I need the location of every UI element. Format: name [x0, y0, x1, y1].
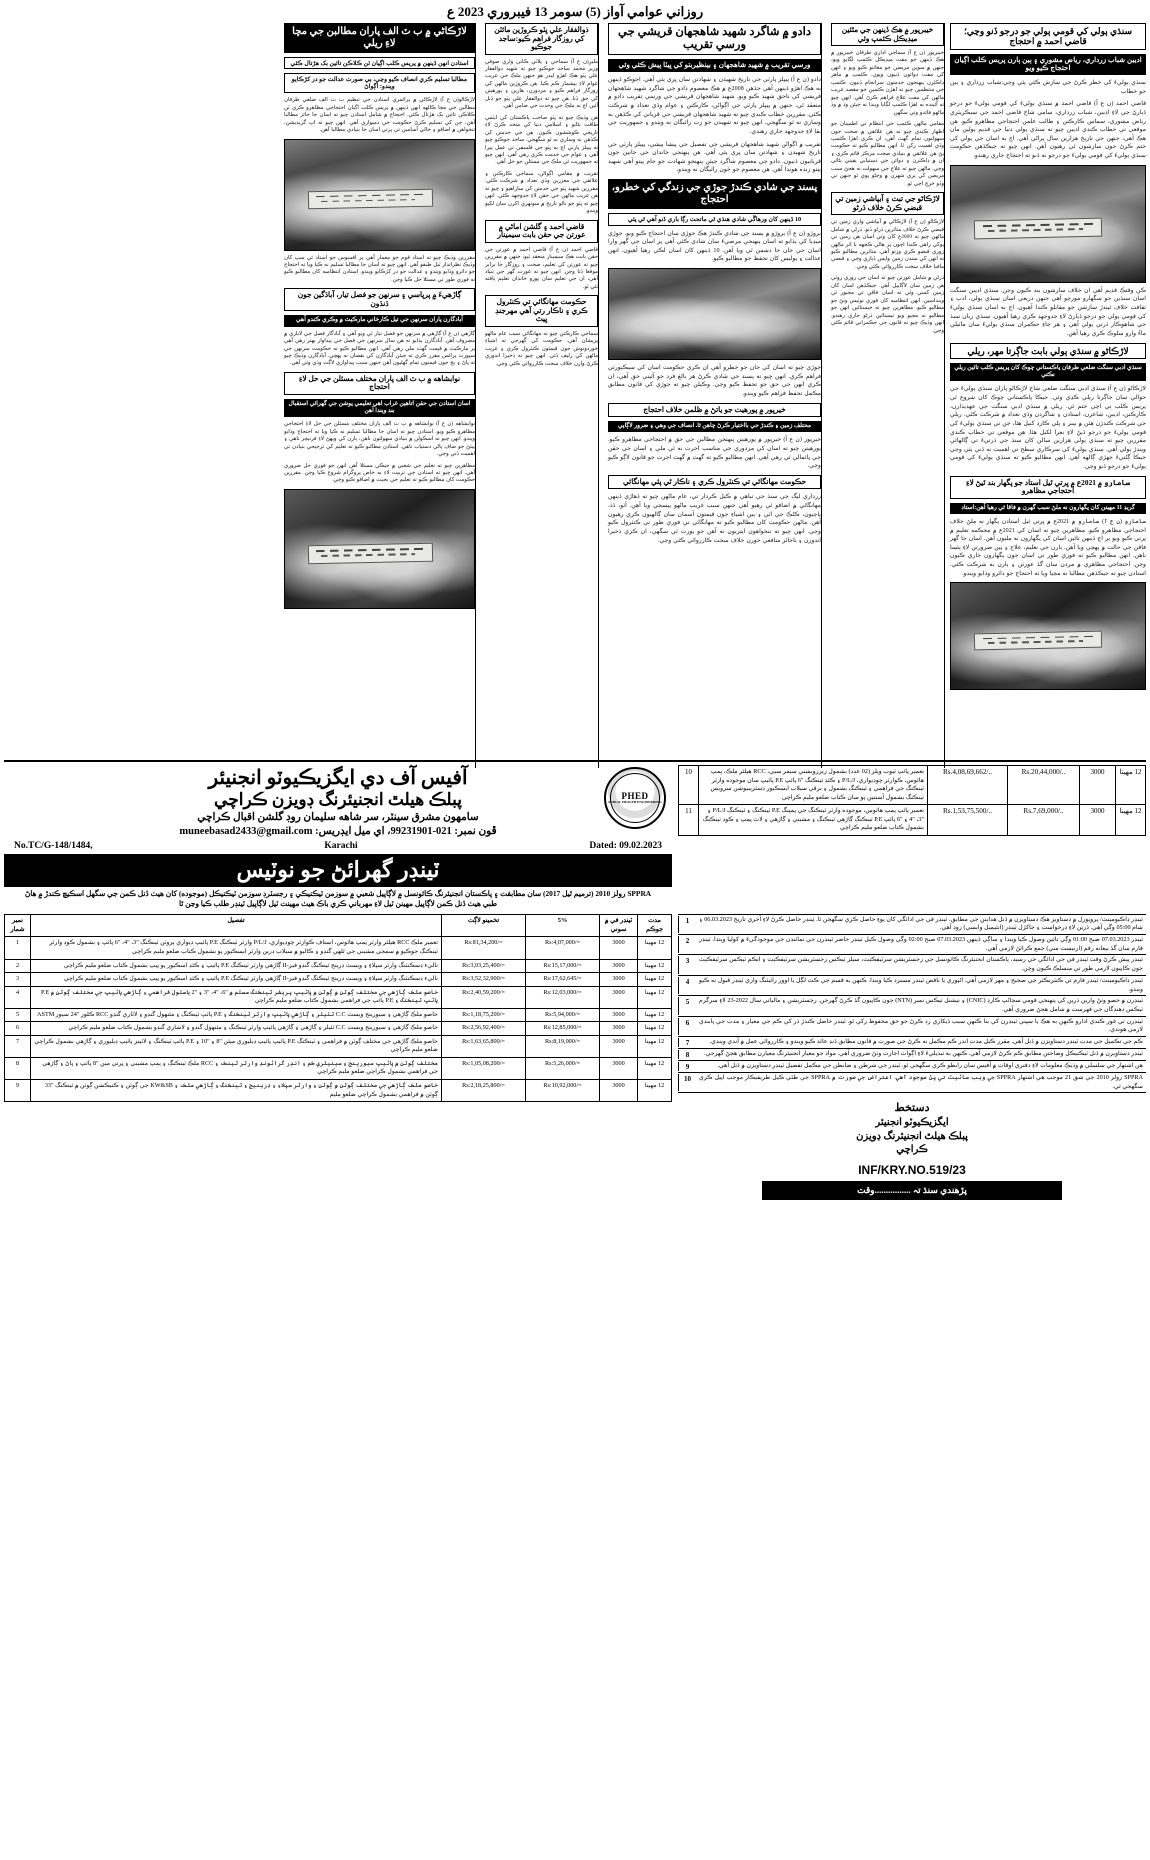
- tender-left-tbody: [679, 766, 1146, 836]
- body3-c5: ڳاڙهي (ن ع آ) ڳاڙهي ۾ سرنهن جو فصل تيار ٿي ويو آهي ۽ آبادگار فصل جي لاباري ۾ مصروف آهن. آبادگارن ٻڌايو ته هن سال سرنهن جي فصل جي پيداوار بهتر رهي آهي پر مارڪيٽ ۾ قيمت گهٽ ملي رهي آهي. انهن مطالبو ڪيو ته حڪومت سرنهن جي سپورٽ پرائس مقرر ڪري ته جيئن آبادگارن کي نقصان نه پهچي. آبادگارن وڌيڪ چيو ته ڀاڻ ۽ ٻج جون قيمتون تمام گهڻيون آهن جنهن سبب پيداواري لاڳت وڌي وئي آهي.: [284, 330, 475, 367]
- left-row-1-desc: تعمير پائپ پمپ هائوس، موجوده وارٽر ٽينڪنگ جي پمپنگ P.E ٽينڪنگ ۽ ٽينڪنگ P/L/J ۽ "3، "4 ۽ "6 پائپ P.E ٽينڪنگ ڳاڙهي ٽينڪنگ ۽ مشيني ۽ ڳاڙهي ۽ لاٽ پمپ ۽ ڪوڊ ٽينڪنگ بشمول ڪتاب ضلعو مليم ڪراچي: [699, 805, 928, 836]
- term-3-text: ٽينڊر ڊاڪيومينٽ/ ٽينڊر فارم تي ڪنٽريڪٽر جي صحيح ۽ مهر لازمي آهي. اڻپوري يا ناقص ٽينڊر مسترد ڪيا ويندا. ڪنهن به قسم جي ڪٽ لڳل يا اوور رائيٽنگ واري ٽينڊر قبول نه ڪيو ويندو.: [699, 976, 1143, 993]
- headline-c2: خيبرپور ۾ هڪ ڏينهن جي مٿئين ميڊيڪل ڪئمپ وئي: [831, 23, 944, 46]
- tender-address: سامهون مشرق سينٽر، سر شاهه سليمان روڊ گلشن اقبال ڪراچي: [197, 811, 479, 823]
- row-5-feeamt: 3000: [600, 1022, 638, 1036]
- row-7-cost: Rs:1,05,08,200/=: [442, 1057, 526, 1079]
- body1-c4: مليرِ(ن ع آ) سماجي ۽ پلاٽي ڪاني واري صوفي وزير محمد ساجد جوڪيو چيو ته شهيد ذوالفقار علي ڀٽو هڪ اهڙو ليڊر هو جنهن ملڪ جي غريب عوام لاءِ بيشمار ڪم ڪيا. هن ڪروڙين ماڻهن کي روزگار فراهم ڪيو ۽ مزدورن، هارين ۽ پورهيتن کي حق ڏنا. هن چيو ته ذوالفقار علي ڀٽو جو ڏنل آئين اڄ به ملڪ جي وحدت جي ضامن آهي.: [485, 58, 598, 110]
- tender-terms: [678, 914, 1146, 1200]
- headline3-c4: حڪومت مهانگائي تي ڪنٽرول ڪري ۽ ناڪار رتي آهي مهرجنڊ ڀيٽ: [485, 295, 598, 327]
- tender-head: [4, 765, 672, 839]
- logo-subtext: PUBLIC HEALTH ENGINEERING: [608, 800, 662, 805]
- term-2-no: 3: [678, 956, 696, 973]
- tender-table: [4, 914, 672, 1102]
- th-desc: تفصيل: [31, 914, 442, 937]
- body5-c4: سماجي ڪارڪنن چيو ته مهانگائي سبب عام ماڻهو پريشان آهي. حڪومت کي گهرجي ته اشياءِ خوردونوش جون قيمتون ڪنٽرول ڪري ۽ غريب ماڻهن کي رليف ڏئي. انهن چيو ته ذخيرا اندوزي ڪرڻ وارن خلاف سخت ڪارروائي ڪئي وڃي.: [485, 330, 598, 367]
- term-9-no: 10: [678, 1074, 696, 1091]
- signature-line-1: دستخط: [894, 1102, 930, 1115]
- news-column-2: [827, 23, 945, 768]
- table-row: [5, 1022, 672, 1036]
- body4-c1: سامارو (ن ع آ) سامارو ۾ 2021ع ۾ ڀرتي ٿيل استادن پگهار نه ملڻ خلاف احتجاجي مظاهرو ڪيو. مظاهرين چيو ته اسان کي 2021ع ۾ محڪمه تعليم ۾ ڀرتي ڪيو ويو پر اڄ ڏينهن تائين اسان کي پگهارون نه مليون آهن. اسان جا گهر فاقن جي حالت ۾ پهچي ويا آهن. ٻارن جي تعليم، علاج ۽ ٻين ضرورتن لاءِ پئسا ناهن. انهن مطالبو ڪيو ته فوري طور تي اسان جون پگهارون جاري ڪيون وڃن. احتجاجي مظاهري ۾ مردن سان گڏ عورتن ۽ ٻارن به شرڪت ڪئي. استادن چيو ته جيڪڏهن مطالبا نه مڃيا ويا ته احتجاج جو دائرو وڌايو ويندو.: [950, 518, 1146, 577]
- tender-notice: [4, 760, 1146, 1856]
- body3-c1: لاڙڪاڻو (ن ع آ) سنڌي ادبي سنگت ضلعي شاخ لاڙڪاڻو پاران سنڌي ٻوليءَ جي حوالي سان جاڳرتا ريلي ڪڍي وئي. جيڪا پاڪستاني چوڪ کان شروع ٿي پريس ڪلب تي اچي ختم ٿي. ريلي ۾ سنڌي ادبي سنگت جي عهديدارن، ڪارڪنن، اديبن، شاعرن، استادن ۽ شاگردن وڏي تعداد ۾ شرڪت ڪئي. ريلي جي شرڪت ڪندڙن هٿن ۾ بينر ۽ پلي ڪارڊ کنيل هئا، جن تي سنڌي ٻوليءَ کي قومي ٻوليءَ جو درجو ڏيڻ لاءِ نعرا لکيل هئا. هن موقعي تي خطاب ڪندي مقررين چيو ته سنڌي ٻولي هزارين سالن کان سنڌ جي ڌرتيءَ تي ڳالهائي ويندڙ ٻولي آهي. سنڌي ٻوليءَ کي سرڪاري سطح تي اهميت نه ڏني پئي وڃي جيڪا ڳڻتيءَ جهڙي ڳالهه آهي. انهن مطالبو ڪيو ته سنڌي ٻوليءَ کي قومي ٻوليءَ جو درجو ڏنو وڃي.: [950, 386, 1146, 471]
- row-3-fee: Rs:12,03,000/=: [526, 986, 600, 1008]
- list-item: [678, 955, 1146, 975]
- tender-subtext: SPPRA رولز 2010 (ترميم ٿيل 2017) سان مطابقت ۽ پاڪستان انجنيئرنگ ڪائونسل ۾ لاڳاپيل شعبي ۾ سوزمن ٽيڪنيڪي ۽ رجسٽرڊ سوزمن ٽيڪنيڪل (موجوده) کان هيٺ ڏنل ڪمن جي سگهل اسڪيچ ڪندڙ ۾ هاڻ طبي هيٺ ڏنل ڪمن لاڳاپيل مهينن ٽيل لاءِ مهرباني ڪري باڪ هيٺ مهينت ٽيل لاڳاپيل ٽينڊر طلب ڪيا وڃن ٿا: [24, 888, 652, 908]
- list-item: [678, 1061, 1146, 1073]
- th-no: نمبر شمار: [5, 914, 31, 937]
- table-row: [5, 1008, 672, 1022]
- kicker-c5: مطالبا تسليم ڪري انصاف ڪيو وڃي، ٻي صورت عدالت جو در کڙڪايو ويندو: اڳواڻ: [284, 73, 475, 93]
- news-column-3: [604, 23, 822, 768]
- tender-city: Karachi: [324, 840, 358, 851]
- photo-rally-1: [284, 139, 475, 251]
- body2-c2: مقامي ماڻهن ڪئمپ جي انتظام تي اطمينان جو اظهار ڪندي چيو ته هن علائقي ۾ صحت جون سهولتون تمام گهٽ آهن، ان ڪري اهڙا ڪئمپ وڏي اهميت رکن ٿا. انهن مطالبو ڪيو ته حڪومت پڻ هن علائقي ۾ بنيادي صحت مرڪز قائم ڪري ۽ ان ۾ ڊاڪٽرن ۽ دوائن جي دستيابي يقيني بڻائي وڃي. ماڻهن چيو ته علاج جي سهولت نه هجڻ سبب مريضن کي پري شهرن ۾ وڃڻو پوي ٿو جنهن تي وڏو خرچ اچي ٿو.: [831, 121, 944, 187]
- body1-c3: دادو (ن ع آ) پيپلز پارٽي جي تاريخ شهيدن ۽ شهادتن سان ڀري پئي آهي. اڄوڪو ڏينهن به هڪ اهڙو ڏينهن آهي جڏهن 2008ع ۾ هڪ معصوم دادو جي شاگرد شهيد شاهجهان قريشي کي ناحق شهيد ڪيو ويو. شهيد شاهجهان قريشي جي ورسي تقريب دادو ۾ منعقد ٿي، جنهن ۾ پيپلز پارٽي جي اڳواڻن، ڪارڪنن ۽ عوام وڏي تعداد ۾ شرڪت ڪئي. مقررين خطاب ڪندي چيو ته شهيد شاهجهان قريشي جي قرباني کي ڪڏهن به وساري نه ٿو سگهجي. انهن چيو ته شهيدن جو رت رائيگان نه ويندو ۽ جمهوريت جي بقا لاءِ جدوجهد جاري رهندي.: [608, 77, 821, 135]
- body5-c3: خيرپور (ن ع آ) خيرپور ۾ پورهيتن پنهنجن مطالبن جي حق ۾ احتجاجي مظاهرو ڪيو. پورهيتن چيو ته اسان کي مزدوري جي مناسب اجرت نه ٿي ملي ۽ اسان جي حقن جي پائمالي ٿي رهي آهي. انهن مطالبو ڪيو ته گهٽ ۾ گهٽ اجرت جو قانون لاڳو ڪيو وڃي.: [608, 437, 821, 470]
- news-column-5: [280, 23, 476, 768]
- row-7-fee: Rs:5,26,000/=: [526, 1057, 600, 1079]
- term-7-text: ٽينڊر دستاويزن ۾ ڏنل ٽيڪنيڪل وضاحتن مطابق ڪم ڪرڻ لازمي آهي. ڪنهن به تبديليءَ لاءِ اڳواٽ اجازت وٺڻ ضروري آهي. مواد جو معيار انجنيئرنگ معيارن مطابق هجڻ گهرجي.: [704, 1049, 1143, 1057]
- row-8-feeamt: 3000: [600, 1080, 638, 1102]
- table-row: [5, 937, 672, 959]
- logo-text: PHED: [621, 791, 649, 802]
- headline3-c5: نوابشاهه ۾ ب ٽ الف پاران مختلف مسئلن جي حل لاءِ احتجاج: [284, 372, 475, 395]
- tender-title-1: آفيس آف دي ايگزيڪيوٽو انجنيئر: [208, 767, 468, 789]
- tender-header-block: [4, 765, 672, 912]
- term-8-no: 9: [678, 1062, 696, 1071]
- term-5-no: 6: [678, 1018, 696, 1035]
- body2-c1: ڪن وقتڪ قديم آهي ان خلاف سازشون بند ڪيون وڃن. سنڌي اديبن سنگت اسان سنڌين جو سگهارو مورچو آهي جنهن ذريعي اسان سنڌي ٻولي، ادب ۽ ثقافت خلاف ٿيندڙ سازشن جو مقابلو ڪندا آهيون. اڄ به اسان سنڌي ٻوليءَ کي قومي ٻولي جو درجو ڏيارڻ لاءِ جدوجهد ڪري رهيا آهيون. سنڌي زبان سنڌ جي شاهوڪار ڌرتي ٻولي آهي ۽ هر جاءِ حڪمران سنڌي ٻوليءَ سان ماٽيلي ماءُ وارو سلوڪ ڪري رهيا آهن.: [950, 287, 1146, 337]
- table-row: [5, 1057, 672, 1079]
- th-fee: ٽينڊر في ۾ سوني: [600, 914, 638, 937]
- tender-left-rows: [678, 765, 1146, 912]
- headline2-c5: ڳاڙهيءَ ۾ پرپاسي ۽ سرنهن جو فصل تيار، آباڌگين جون ڌنڌون: [284, 288, 475, 311]
- photo-protest-2: [950, 582, 1146, 690]
- row-3-no: 4: [5, 986, 31, 1008]
- phed-logo-icon: [604, 767, 666, 829]
- list-item: [678, 914, 1146, 935]
- term-0-text: ٽينڊر ڊاڪيومينٽ/ پروپوزل ۾ دستاويز هڪ دستاويزن ۾ ڏنل هدايتن جي مطابق، ٽينڊر في جي ادائگي کان پوءِ حاصل ڪري سگهجن ٿا. ٽينڊر حاصل ڪرڻ لاءِ آخري تاريخ 06.03.2023 ۽ شام 05:00 وڳي آهي. ڌرين لاءِ درخواست ۽ جاکڙل ٽينڊر (انٽيميل وابسي) روڊ آهي.: [699, 915, 1143, 932]
- headline-c5: لاڙڪاڻي ۾ ب ٽ الف پاران مطالبن جي مچا لاءِ ريلي: [284, 23, 475, 53]
- headline-c3: دادو ۾ شاگرد شهيد شاهجهان قريشي جي ورسي تقريب: [608, 23, 821, 55]
- row-7-duration: 12 مهينا: [638, 1057, 672, 1079]
- row-6-feeamt: 3000: [600, 1035, 638, 1057]
- body4-c5: نوابشاهه (ن ع آ) نوابشاهه ۾ ب ٽ الف پاران مختلف مسئلن جي حل لاءِ احتجاجي مظاهرو ڪيو ويو. استادن چيو ته اسان جا مطالبا تسليم نه ڪيا ويا ته احتجاج وڌايو ويندو. انهن چيو ته اسڪولن ۾ بنيادي سهولتون ناهن، ٻارن کي ويهڻ لاءِ فرنيچر ناهي ۽ پيئڻ جو صاف پاڻي دستياب ناهي. استادن مطالبو ڪيو ته تعليم کي ترجيحي بنيادن تي اهميت ڏني وڃي.: [284, 421, 475, 458]
- news-grid: [4, 23, 1146, 768]
- signature-line-4: ڪراچي: [896, 1144, 928, 1156]
- row-1-duration: 12 مهينا: [638, 959, 672, 973]
- headline3-c1: سامارو ۾ 2021ع ۾ ڀرتي ٿيل استاد جو پگهار بند ٿيڻ لاءِ احتجاجي مظاهرو: [950, 476, 1146, 499]
- tender-meta: [4, 839, 672, 851]
- row-8-desc: خاصو ملڪ ڳاڙهي جي مختلف ڳوٽن ۾ ڳوٽن ۽ وارٽر سپلاءِ ۽ ڊرينيج ۽ ٽينڪنگ ۽ ڳاڙهي ملڪ ۽ KW&SB جي ڳوٽن ۽ ڪنيڪشن ڳوٽن ۾ ٽينڪنگ "33 ڳوٽن ۾ فراهمي بشمول ڪراچي ضلعو مليم: [31, 1080, 442, 1102]
- table-row: [5, 986, 672, 1008]
- left-row-1-duration: 12 مهينا: [1116, 805, 1146, 836]
- row-6-desc: خاصو ملڪ ڳاڙهي جي مختلف ڳوٽن ۾ فراهمي ۽ ٽينڪنگ P.E پائيپ پائيپ ڊيليوري ميئن "8 ۽ "10 ۽ P.E پائپ ٽينڪنگ ۽ لاٽينز پائيپ ڊيليوري ۽ ڳاڙهي بشمول ڪراچي ضلعو مليم ڪراچي: [31, 1035, 442, 1057]
- row-8-fee: Rs:10,92,000/=: [526, 1080, 600, 1102]
- subhead2-c3: 10 ڏينهن کان ورهاڱي شادي هنڌي ٿي ماتحت رڳا باري ڏنو آهي ٿي پئي: [608, 213, 821, 225]
- row-2-desc: ناليء ڊسڪنٽنگ وارٽر سپلاءِ ۽ ويسٽ ڊرينج ٽينڪنگ گنڊو فيز-II ڳاڙهي وارٽر ٽينڪنگ P.E پائيپ ۽ ڪئڊ اسڪيور پو ڀيپ بشمول ڪتاب ضلعو مليم ڪراچي: [31, 973, 442, 987]
- tender-title-block: [72, 767, 604, 839]
- left-row-0-feeamt: 3000: [1080, 766, 1116, 805]
- subhead-c1: اديبن شباب زرداري، رياض مشوري ۽ ٻين ٻارن پريس ڪلب اڳيان احتجاج ڪيو ويو: [950, 54, 1146, 75]
- table-row: [679, 805, 1146, 836]
- body2-c5: مقررين وڌيڪ چيو ته استاد قوم جو معمار آهي پر افسوس جو استاد ئي سڀ کان وڌيڪ نظرانداز ٿيل طبقو آهي. انهن چيو ته اسان جا مطالبا تسليم نه ڪيا ويا ته احتجاج جو دائرو وڌايو ويندو ۽ عدالت جو در کڙڪايو ويندو. استادن انتظاميه کان مطالبو ڪيو ته فوري طور تي مسئلا حل ڪيا وڃن.: [284, 254, 475, 283]
- left-row-1-no: 11: [679, 805, 699, 836]
- row-0-feeamt: 3000: [600, 937, 638, 959]
- photo-couple: [608, 268, 821, 360]
- row-5-cost: Rs:2,56,92,400/=: [442, 1022, 526, 1036]
- row-7-no: 8: [5, 1057, 31, 1079]
- headline-c1: سنڌي ٻولي کي قومي ٻولي جو درجو ڏنو وڃي؛قاضي احمد ۾ احتجاج: [950, 23, 1146, 50]
- row-6-no: 7: [5, 1035, 31, 1057]
- tender-title-2: پبلڪ هيلٿ انجنيئرنگ ڊويزن ڪراچي: [214, 790, 462, 809]
- row-5-no: 6: [5, 1022, 31, 1036]
- headline2-c4: قاضي احمد ۽ گلشن اماڻي ۾ عورتن جي حقن بابت سيمينار: [485, 220, 598, 243]
- th-duration: مدت جوڪم: [638, 914, 672, 937]
- news-column-1: [950, 23, 1146, 768]
- tender-no: No.TC/G-148/1484,: [14, 840, 93, 851]
- table-row: [5, 973, 672, 987]
- tender-table-wrap: [4, 914, 672, 1200]
- tender-lower-split: [4, 914, 1146, 1200]
- row-8-duration: 12 مهينا: [638, 1080, 672, 1102]
- body1-c2: خيبرپور (ن ع آ) سماجي اداري طرفان خيبرپور ۾ هڪ ڏينهن جو مفت ميڊيڪل ڪئمپ لڳايو ويو، جنهن ۾ سوين مريضن جو معائنو ڪيو ويو ۽ انهن کي مفت دوائون ڏنيون ويون. ڪئمپ ۾ ماهر ڊاڪٽرن پنهنجون خدمتون سرانجام ڏنيون. ڪئمپ جي منتظمين چيو ته اهڙن ڪئمپن جو مقصد غريب ماڻهن کي مفت علاج فراهم ڪرڻ آهي. انهن چيو ته آئينده به اهڙا ڪئمپ لڳايا ويندا ته جيئن وڌ ۾ وڌ ماڻهو فائدو وٺي سگهن.: [831, 50, 944, 116]
- term-4-text: ٽينڊرن ۾ حصو وٺڻ وارين ڌرين کي پنهنجي قومي سڃاڻپ ڪارڊ (CNIC) ۽ نيشنل ٽيڪس نمبر (NTN) جون ڪاپيون گڏ ڪرڻ گهرجن. رجسٽريشن ۽ مالياتي سال 2022-23 لاءِ سرگرم ٽيڪس دهندگان جي فهرست ۾ شامل هجڻ ضروري آهي.: [699, 997, 1143, 1013]
- row-7-desc: مختلف ڳوٽن ۾ پائيپ سيورينج ۽ سينيٽري ڪم ۽ انڊر گرائونڊ وارٽر ٽينڪ ۽ RCC ملڪ ٽينڪنگ ۽ پمپ مشيني ۽ ڀرتي مين "8 پائپ ۽ ڀاڻ ۽ ڳاڙهي جي فراهمي بشمول ڪراچي ضلعو مليم ڪراچي: [31, 1057, 442, 1079]
- row-0-fee: Rs:4,07,000/=: [526, 937, 600, 959]
- row-1-feeamt: 3000: [600, 959, 638, 973]
- th-fee-amount: 5%: [526, 914, 600, 937]
- headline4-c3: حڪومت مهانگائي تي ڪنٽرول ڪري ۽ ناڪار ٿي پئي مهانگائي: [608, 475, 821, 490]
- list-item: [678, 1017, 1146, 1037]
- headline2-c3: پسند جي شادي ڪندڙ جوڙي جي زندگي کي خطرو، احتجاج: [608, 179, 821, 209]
- subhead3-c1: گريڊ 11 مهينن کان پگهارون نه ملڻ سبب گهرن ۾ فاقا ٿي رهيا آهن:استاد: [950, 503, 1146, 514]
- row-5-fee: Rs:12,85,000/=: [526, 1022, 600, 1036]
- kicker-c1: سنڌي ٻوليءَ کي خطر ڪرڻ جي سازش ڪئي پئي وڃي:شباب زرداري ۽ ٻين جو خطاب: [950, 79, 1146, 95]
- masthead: روزاني عوامي آواز (5) سومر 13 فيبروري 2023 ع: [446, 4, 704, 19]
- table-row: [679, 766, 1146, 805]
- row-4-cost: Rs:1,18,75,200/=: [442, 1008, 526, 1022]
- left-row-1-feeamt: 3000: [1080, 805, 1116, 836]
- row-2-cost: Rs:3,52,32,900/=: [442, 973, 526, 987]
- term-3-no: 4: [678, 977, 696, 994]
- list-item: [678, 935, 1146, 955]
- row-8-cost: Rs:2,18,25,800/=: [442, 1080, 526, 1102]
- headline2-c1: لاڙڪاڻو ۾ سنڌي ٻولي بابت جاڳرتا مهر، ريلي: [950, 343, 1146, 359]
- term-8-text: هن اشتهار جي سلسلي ۾ وڌيڪ معلومات لاءِ دفتري اوقات ۾ آفيس سان رابطو ڪري سگهجي ٿو. ٽينڊر جي شرطن ۽ ضابطن جي مڪمل تفصيل ٽينڊر دستاويزن ۾ ڏنل آهي.: [717, 1061, 1143, 1069]
- signature-line-3: پبلڪ هيلٿ انجنيئرنگ ڊويزن: [856, 1130, 968, 1142]
- table-row: [5, 959, 672, 973]
- row-4-desc: خاصو ملڪ ڳاڙهي ۽ سيورينج ويسٽ C.C ٽئيلر ۽ ڳاڙهي پائيپ وارٽر ٽينڪنگ ۽ P.E پائپ ٽينڪنگ ۽ مئنهول گنڊو ۽ لاٽاري گنڊو RCC ڪلور "24 سيور ASTM: [31, 1008, 442, 1022]
- row-6-fee: Rs:8,19,000/=: [526, 1035, 600, 1057]
- left-row-1-cost: Rs.1,53,75,500/..: [928, 805, 1008, 836]
- subhead-c5: استادن انهن ڏينهن ۾ پريس ڪلب اڳيان ٽن ڪلاڪن تائين بک هڙتال ڪئي: [284, 57, 475, 69]
- tender-contact: [72, 825, 604, 839]
- headline-c4: ذوالفقار علي ڀٽو ڪروڙين مائٽن کي روزگار فراهم ڪيو:ساجد جوڪيو: [485, 23, 598, 55]
- subhead2-c5: آبادگارن پاران سرنهن جي تيل ڪارخاني مارڪيٽ ۾ وڪري ڪندو آهي: [284, 315, 475, 326]
- left-row-0-no: 10: [679, 766, 699, 805]
- list-item: [678, 1049, 1146, 1061]
- row-6-duration: 12 مهينا: [638, 1035, 672, 1057]
- left-row-0-desc: تعمير پائپ ٽيوب ويلز (02 عدد) بشمول ريزرويشني سبمر سبي، RCC هيلٿر ملڪ، پمپ هائوس، ڪوارٽر چوڊيواري، P/L/J ۽ ڪئڊ ٽينڪنگ "6 پائپ P.E پائيپ سان موجوده وارٽر ٽينڪنگ جي فراهمي ۽ ٽينڪنگ بشمول ۽ برقي سيلاب ايسڪيور ڊسٽريبيوشن سرويس ٽينڪنگ بشمول آستنين پو سان ڪتاب ضلعو مليم ڪراچي: [699, 766, 928, 805]
- row-1-desc: ناليء ڊسڪنٽنگ وارٽر سپلاءِ ۽ ويسٽ ڊرينج ٽينڪنگ گنڊو فيز-II ڳاڙهي وارٽر ٽينڪنگ P.E پائيپ ۽ ڪئڊ اسڪيور پو ڀيپ بشمول ڪتاب ضلعو مليم ڪراچي: [31, 959, 442, 973]
- row-4-fee: Rs:5,94,000/=: [526, 1008, 600, 1022]
- row-1-fee: Rs:15,17,000/=: [526, 959, 600, 973]
- row-0-desc: تعمير ملڪ RCC هيلٿر وارٽر پمپ هائوس، استاف ڪوارٽر چوڊيواري، P/L/J وارٽر ٽينڪنگ P.E پائيپ ديواري ٻروٽن ٽينڪنگ "3، "4، "6 پائپ ۽ بشمول ڪوڊ وارٽر ٽينڪنگ جوڪيو ۾ سمجي مشيني جي ٿلهي گنڊو ۽ ڪاليو ۾ سيلاب ڊرين وارٽر ايسڪيور پو بشمول ڪتاب ضلعو مليم ڪراچي: [31, 937, 442, 959]
- term-4-no: 5: [678, 997, 696, 1014]
- headline2-c2: لاڙڪاڻو جي تبت ۽ آبپاشي زمين تي قبضي ڪرڻ خلاف ڌرڻو: [831, 192, 944, 215]
- footer-strip: پڙهندي سنڌ تہ ................وقت: [762, 1181, 1062, 1200]
- tender-date: Dated: 09.02.2023: [589, 840, 662, 851]
- row-0-duration: 12 مهينا: [638, 937, 672, 959]
- list-item: [678, 1073, 1146, 1093]
- table-row: [5, 1080, 672, 1102]
- left-row-1-fee: Rs.7,69,000/..: [1008, 805, 1080, 836]
- subhead3-c5: اسان استادن جي حقن اتاهين غراب اهي تعليمي پوشن جي گهرائي استقبال بند ويندا آهن: [284, 399, 475, 417]
- tender-left-table: [678, 765, 1146, 836]
- term-6-no: 7: [678, 1038, 696, 1047]
- news-column-4: [481, 23, 599, 768]
- body4-c3: جوڙي چيو ته اسان کي جان جو خطرو آهي ان ڪري حڪومت اسان کي سيڪيورٽي فراهم ڪري. انهن چيو ته پسند جي شادي ڪرڻ هر بالغ فرد جو آئيني حق آهي، ان ڪري انهن جي حق جو تحفظ ڪيو وڃي. وڪيلن چيو ته جوڙي کي قانون مطابق مڪمل تحفظ فراهم ڪيو ويندو.: [608, 365, 821, 398]
- row-1-cost: Rs:3,03,25,400/=: [442, 959, 526, 973]
- row-3-desc: خاصو ملڪ ڳاڙهي جي مختلف ڳوٽن ۾ ڳوٽن ۾ پائيپ پريشر ٽينڪنگ سسٽم ۾ "6، "4، "3 ۽ "2 ياسٽول فراهمي ۽ ڳاڙهي پائيپ جي مختلف ڳوٽن ۾ P.E پائپ ٽينڪنگ ۽ P.E پائپ جي فراهمي بشمول ڪتاب ضلعو مليم ڪراچي: [31, 986, 442, 1008]
- term-2-text: ٽينڊر پيش ڪرڻ وقت ٽينڊر في جي ادائگي جي رسيد، پاڪستان انجنيئرنگ ڪائونسل جي رجسٽريشن سرٽيفڪيٽ، سيلز ٽيڪس رجسٽريشن سرٽيفڪيٽ ۽ انڪم ٽيڪس سرٽيفڪيٽ جون ڪاپيون لازمي طور تي منسلڪ ڪيون وڃن.: [699, 956, 1143, 973]
- term-9-text: SPPRA رولز 2010 جي شق 21 موجب هي اشتهار SPPRA جي ويب سائيٽ تي پڻ موجود آهي. اعتراض جي صورت ۾ SPPRA جي طئي ڪيل طريقيڪار موجب اپيل ڪري سگهجي ٿي.: [699, 1073, 1144, 1090]
- left-row-0-fee: Rs.20,44,000/..: [1008, 766, 1080, 805]
- body-c1: قاضي احمد (ن ع آ) قاضي احمد ۾ سنڌي ٻوليءَ کي قومي ٻوليءَ جو درجو ڏيارڻ جي لاءِ اديبن، شباب زرداري، سامي شاخ قاضي احمد جي سيڪريٽري رياض مشوري، سماس ڪارڪنن ۽ طالب علمن احتجاجي مظاهرو ڪيو. هن موقعي تي خطاب ڪندي اديبن چيو ته سنڌي ٻولي دنيا جي قديم ٻولين مان هڪ آهي، جنهن جي تاريخ هزارين سال پراڻي آهي. اڄ به اسان جي ٻولي کي ختم ڪرڻ جون سازشون ٿي رهيون آهن. انهن چيو ته جيڪڏهن حڪومت سنڌي ٻوليءَ کي قومي ٻوليءَ جو درجو نه ڏنو ته احتجاج جاري رهندو.: [950, 101, 1146, 160]
- list-item: [678, 976, 1146, 996]
- tender-table-body: [5, 937, 672, 1102]
- body6-c3: زرداري ليگ جي سنڌ جي تباهي ۾ ڪيل ڪردار تي، عام ماڻهن چيو ته ڏهاڙي ڏينهن مهانگائي ۾ اضافو ٿي رهيو آهي جنهن سبب غريب ماڻهو پيسجي ويا آهن. آٽو، ڏڌ، ڀاڄيون، ڪڻڪ جي اٽي ۽ ٻين اشياءِ جون قيمتون آسمان سان ڳالهيون ڪري رهيون آهن. ماڻهن حڪومت کان مطالبو ڪيو ته مهانگائي تي فوري طور تي ڪنٽرول ڪيو وڃي. انهن چيو ته تنخواهون ايتريون نه آهن جو پورت ٿي سگهي، ان ڪري ذخيرا اندوزن ۽ ناجائز منافعي خورن خلاف سخت ڪارروائي ڪئي وڃي.: [608, 494, 821, 544]
- tender-email: muneebasad2433@gmail.com: [179, 826, 313, 838]
- term-0-no: 1: [678, 916, 696, 933]
- signature-block: [678, 1101, 1146, 1156]
- row-2-no: 3: [5, 973, 31, 987]
- body2-c4: هن وڌيڪ چيو ته ڀٽو صاحب پاڪستان کي ايٽمي طاقت بڻايو ۽ اسلامي دنيا کي متحد ڪرڻ لاءِ تاريخي ڪوششون ڪيون. هن جي خدمتن کي ڪڏهن به وساري نه ٿو سگهجي. ساجد جوڪيو چيو ته پيپلز پارٽي اڄ به ڀٽو جي فلسفي تي عمل پيرا آهي ۽ عوام جي خدمت ڪري رهي آهي. انهن چيو ته جمهوريت ئي ملڪ جي مسئلن جو حل آهي.: [485, 114, 598, 166]
- row-2-duration: 12 مهينا: [638, 973, 672, 987]
- row-6-cost: Rs:1,63,65,800/=: [442, 1035, 526, 1057]
- body1-c5: لاڙڪاڻو(ن ع آ) لاڙڪاڻي ۾ پرائمري استادن جي تنظيم ب ٽ الف ضلعي طرفان مطالبن جي مچا ڪالهه انهن ڏينهن ۾ پريس ڪلب اڳيان احتجاجي مظاهرو ڪري ٽن ڪلاڪن تائين بک هڙتال ڪئي. احتجاج ۾ شامل استادن چيو ته اسان جا جائز مطالبا آهن، جن کي تسليم ڪرڻ حڪومت جي ذميواري آهي. انهن چيو ته اپ گريڊيشن، تنخواهن ۾ اضافو ۽ خالي آسامين تي ڀرتي اسان جا بنيادي مطالبا آهن.: [284, 97, 475, 134]
- term-7-no: 8: [678, 1050, 696, 1059]
- row-8-no: 9: [5, 1080, 31, 1102]
- left-row-0-cost: Rs.4,08,69,662/..: [928, 766, 1008, 805]
- body5-c5: مظاهرين چيو ته تعليم جي شعبي ۾ جيڪي مسئلا آهن انهن جو فوري حل ضروري آهي. انهن چيو ته استادن جي تربيت لاءِ به خاص پروگرام شروع ڪيا وڃن. مقررين حڪومت کان مطالبو ڪيو ته تعليم جي بجيٽ ۾ اضافو ڪيو وڃي.: [284, 462, 475, 484]
- body3-c2: لاڙڪاڻو (ن ع آ) لاڙڪاڻي ۾ آبپاشي واري زمين تي قبضي ڪرڻ خلاف متاثرين ڌرڻو ڏنو. ڌرڻي ۾ شامل ماڻهن چيو ته 2009ع کان وٺي اسان هن زمين تي پوکي راهي ڪندا اچون پر هاڻي ڪجهه با اثر ماڻهن زوري قبضو ڪري ورتو آهي. متاثرين مطالبو ڪيو ته انهن کي سندن زمين واپس ڏياري وڃي ۽ قبضي مافيا خلاف سخت ڪارروائي ڪئي وڃي.: [831, 219, 945, 270]
- photo-rally-2: [284, 489, 475, 609]
- body3-c3: بروڙو (ن ع آ) بروڙو ۾ پسند جي شادي ڪندڙ هڪ جوڙي سان احتجاج ڪيو ويو. جوڙي ميڊيا کي ٻڌايو ته اسان پنهنجي مرضيءَ سان شادي ڪئي آهي پر اسان جي گهر وارا اسان جي جان جا دشمن ٿي ويا آهن. 10 ڏينهن کان اسان لڪي رهيا آهيون. انهن عدالت ۽ پوليس کان تحفظ جو مطالبو ڪيو.: [608, 230, 821, 263]
- row-4-duration: 12 مهينا: [638, 1008, 672, 1022]
- row-2-fee: Rs:17,62,645/=: [526, 973, 600, 987]
- row-1-no: 2: [5, 959, 31, 973]
- body3-c4: تقريب ۾ مقامي اڳواڻن، سماجي ڪارڪنن ۽ علائقي جي معززين وڏي تعداد ۾ شرڪت ڪئي. مقررين شهيد ڀٽو جي خدمتن کي ساراهيو ۽ چيو ته هن غريب ماڻهن جي حقن لاءِ جدوجهد ڪئي. انهن چيو ته ڀٽو جو نالو تاريخ ۾ سونهري اکرن سان لکيو ويندو.: [485, 170, 598, 215]
- row-3-feeamt: 3000: [600, 986, 638, 1008]
- term-6-text: ڪم جي تڪميل جي مدت ٽينڊر دستاويزن ۾ ڏنل آهي. مقرر ڪيل مدت اندر ڪم مڪمل نه ڪرڻ جي صورت ۾ قانون مطابق ڏنڊ عائد ڪيو ويندو ۽ ڪارروائي عمل ۾ آندي ويندي.: [709, 1037, 1143, 1045]
- row-3-cost: Rs:2,40,59,200/=: [442, 986, 526, 1008]
- list-item: [678, 996, 1146, 1016]
- left-row-0-duration: 12 مهينا: [1116, 766, 1146, 805]
- subhead-c3: ورسي تقريب ۾ شهيد شاهجهان ۽ بينظيربتو کي ڀيٽا پيش ڪئي وئي: [608, 59, 821, 72]
- row-0-no: 1: [5, 937, 31, 959]
- term-1-text: ٽينڊر 07.03.2023 صبح 01:00 وڳي تائين وصول ڪيا ويندا ۽ ساڳي ڏينهن 07.03.2023 صبح 02:00 وڳي وصول ڪيل ٽينڊر حاضر ٽينڊرن جي نمائندن جي موجودگيءَ ۾ کوليا ويندا. ٽينڊر فارم سان گڏ بيعانه رقم (ارنيسٽ مني) جمع ڪرائڻ لازمي آهي.: [699, 936, 1144, 952]
- subhead3-c3: محتلف زمين ۽ ڪندڙ جي بااختيار ڪرڻ چاهن ٿا. انصاف جي وهي ۽ ضرور لاڳاپي: [608, 421, 821, 432]
- headline3-c3: خيرپور ۾ پورهيت جو ياتڻ ۾ ظلمن خلاف احتجاج: [608, 403, 821, 418]
- inf-number: INF/KRY.NO.519/23: [858, 1162, 966, 1177]
- row-5-desc: خاصو ملڪ ڳاڙهي ۽ سيورينج ويسٽ C.C ٽئيلر ۽ ڳاڙهي ۽ ڳاڙهي پائيپ وارٽر ٽينڪنگ ۽ مئنهول گنڊو ۽ لاشاري گنڊو بشمول ڪتاب ضلعو مليم ڪراچي: [31, 1022, 442, 1036]
- signature-line-2: ايگزيڪيوٽو انجنيئر: [875, 1117, 949, 1129]
- row-3-duration: 12 مهينا: [638, 986, 672, 1008]
- body4-c4: قاضي احمد (ن ع آ) قاضي احمد ۾ عورتن جي حقن بابت هڪ سيمينار منعقد ٿيو، جنهن ۾ مقررين چيو ته عورتن کي تعليم، صحت ۽ روزگار جا برابر موقعا ڏنا وڃن. انهن چيو ته عورت گهر جي بنياد آهي، ان جي تعليم سان پورو خاندان تعليم يافته ٿئي ٿو.: [485, 246, 598, 290]
- row-0-cost: Rs:81,34,200/=: [442, 937, 526, 959]
- table-row: [5, 1035, 672, 1057]
- row-7-feeamt: 3000: [600, 1057, 638, 1079]
- th-cost: تخمينو لاڳت: [442, 914, 526, 937]
- term-1-no: 2: [678, 936, 696, 953]
- row-5-duration: 12 مهينا: [638, 1022, 672, 1036]
- tender-banner: ٽينڊر گهرائڻ جو نوٽيس: [4, 854, 672, 887]
- body4-c2: ڌرڻي ۾ شامل عورتن چيو ته اسان جي روزي روٽي هن زمين سان لاڳاپيل آهي. جيڪڏهن اسان کان زمين کسي وئي ته اسان فاقن تي مجبور ٿي وينداسين. انهن انتظاميه کان فوري نوٽيس وٺڻ جو مطالبو ڪيو. مظاهرين چيو ته جيستائين انهن جو مطالبو نه مڃيو ويو تيستائين ڌرڻو جاري رهندو. انهن وڌيڪ چيو ته قانون جي حڪمراني قائم ڪئي وڃي.: [831, 275, 944, 334]
- tender-table-head: [5, 914, 672, 937]
- subhead2-c1: سنڌي ادبي سنگت ضلعي طرفان پاڪستاني چوڪ کان پريس ڪلب تائين ريلي نڪتي: [950, 363, 1146, 381]
- row-4-no: 5: [5, 1008, 31, 1022]
- tender-contact-label: ڦون نمبر: 021-99231901، اي ميل ايڊريس:: [315, 826, 497, 838]
- list-item: [678, 1037, 1146, 1049]
- table-header-row: [5, 914, 672, 937]
- body2-c3: تقريب ۾ اڳواڻن شهيد شاهجهان قريشي جي تفصيل جي پيشا ٻيشي، پيپلز پارٽي جي تاريخ شهيدن ۽ شهادتن سان ڀري پئي آهي. هن پنهنجي خاندان جي جانين جون قربانيون ڏنيون. دادو جي معصوم شاگرد جيئن پنهنجو شهادت جو جام پيتو آهي شهيد پيتو زنده هوندا آهن. هن معصوم جو خون رائيگان نه ويندو.: [608, 141, 821, 174]
- photo-protest-1: [950, 165, 1146, 283]
- row-2-feeamt: 3000: [600, 973, 638, 987]
- row-4-feeamt: 3000: [600, 1008, 638, 1022]
- term-5-text: ٽينڊرن تي غور ڪندي ادارو ڪنهن به هڪ يا سڀني ٽينڊرن کي بنا ڪنهن سبب ڏيکاري رد ڪرڻ جو حق محفوظ رکي ٿو. ٽينڊر حاصل ڪندڙ ڌر کي ڪم جي معيار ۽ مدت جي پابندي لازمي هوندي.: [699, 1017, 1143, 1034]
